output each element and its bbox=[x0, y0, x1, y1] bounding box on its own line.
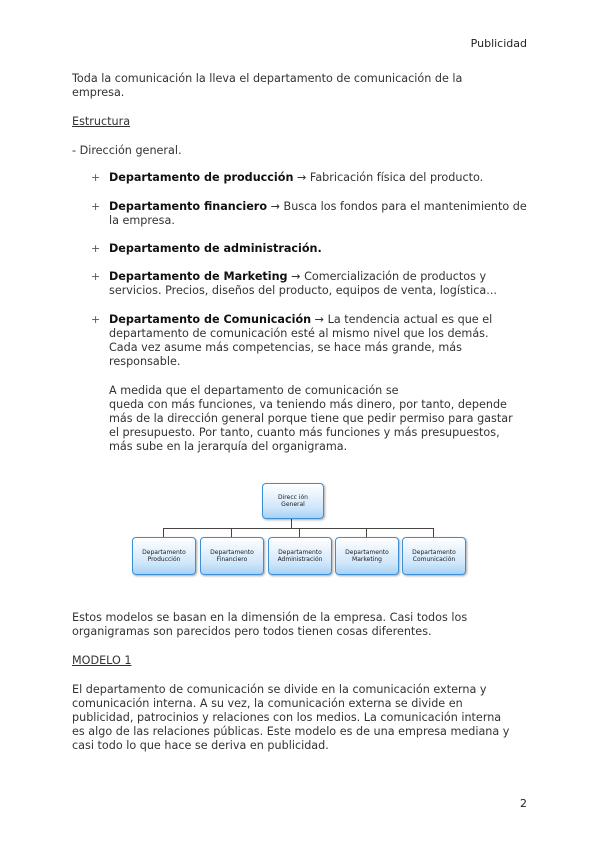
paragraph-line: más sube en la jerarquía del organigrama. bbox=[109, 440, 348, 453]
connector-line bbox=[231, 528, 232, 537]
model1-line-2: comunicación interna. A su vez, la comunicación externa se divide en bbox=[72, 697, 463, 710]
item-text: Busca los fondos para el mantenimiento de bbox=[283, 200, 527, 213]
arrow-icon: → bbox=[296, 171, 307, 184]
bullet-marker: + bbox=[91, 313, 101, 326]
models-line-1: Estos modelos se basan en la dimensión de la empresa. Casi todos los bbox=[72, 611, 468, 624]
item-text: la empresa. bbox=[109, 214, 175, 227]
org-chart bbox=[118, 478, 464, 578]
bullet-marker: + bbox=[91, 242, 101, 255]
list-item-produccion bbox=[91, 171, 531, 185]
org-box-label: Marketing bbox=[352, 556, 382, 563]
item-title: Departamento de Marketing bbox=[109, 270, 288, 283]
model1-line-4: es algo de las relaciones públicas. Este modelo es de una empresa mediana y bbox=[72, 725, 510, 738]
item-title: Departamento financiero bbox=[109, 200, 268, 213]
intro-line-1: Toda la comunicación la lleva el departamento de comunicación de la bbox=[72, 72, 463, 85]
header-title: Publicidad bbox=[470, 37, 527, 50]
item-text: Fabricación física del producto. bbox=[309, 171, 484, 184]
item-text: Comercialización de productos y bbox=[304, 270, 487, 283]
connector-line bbox=[291, 518, 292, 528]
org-box-marketing bbox=[335, 537, 399, 575]
connector-line bbox=[163, 528, 433, 529]
paragraph-line: el presupuesto. Por tanto, cuanto más funciones y más presupuestos, bbox=[109, 426, 500, 439]
item-text: La tendencia actual es que el bbox=[327, 313, 493, 326]
arrow-icon: → bbox=[314, 313, 325, 326]
org-box-produccion bbox=[132, 537, 196, 575]
org-box-label: Administración bbox=[277, 556, 323, 563]
org-box-label: Producción bbox=[147, 556, 181, 563]
org-box-comunicacion bbox=[402, 537, 466, 575]
list-item-comunicacion bbox=[91, 313, 531, 369]
connector-line bbox=[163, 528, 164, 537]
item-text: Cada vez asume más competencias, se hace más grande, más bbox=[109, 341, 462, 354]
org-box-label: Comunicación bbox=[412, 556, 456, 563]
item-title: Departamento de Comunicación bbox=[109, 313, 312, 326]
paragraph-line: queda con más funciones, va teniendo más dinero, por tanto, depende bbox=[109, 398, 507, 411]
item-title: Departamento de producción bbox=[109, 171, 294, 184]
connector-line bbox=[366, 528, 367, 537]
item-text: servicios. Precios, diseños del producto, equipos de venta, logística... bbox=[109, 284, 497, 297]
org-box-label: Direcc ión bbox=[278, 494, 308, 501]
model1-heading: MODELO 1 bbox=[72, 654, 132, 667]
structure-heading: Estructura bbox=[72, 115, 131, 128]
model1-line-5: casi todo lo que hace se deriva en publicidad. bbox=[72, 739, 329, 752]
org-box-label: Departamento bbox=[345, 549, 389, 556]
page-number: 2 bbox=[520, 797, 527, 810]
item-title: Departamento de administración. bbox=[109, 242, 322, 255]
model1-line-1: El departamento de comunicación se divide en la comunicación externa y bbox=[72, 683, 487, 696]
comunicacion-paragraph bbox=[91, 384, 531, 454]
bullet-marker: + bbox=[91, 171, 101, 184]
list-item-marketing bbox=[91, 270, 531, 298]
bullet-marker: + bbox=[91, 270, 101, 283]
paragraph-line: A medida que el departamento de comunicación se bbox=[109, 384, 399, 397]
org-box-label: Departamento bbox=[142, 549, 186, 556]
direction-line: - Dirección general. bbox=[72, 144, 182, 157]
item-text: responsable. bbox=[109, 355, 181, 368]
models-line-2: organigramas son parecidos pero todos tienen cosas diferentes. bbox=[72, 625, 432, 638]
org-box-administracion bbox=[268, 537, 332, 575]
list-item-financiero bbox=[91, 200, 531, 228]
connector-line bbox=[433, 528, 434, 537]
org-box-direccion-general bbox=[262, 483, 324, 519]
model1-line-3: publicidad, patrocinios y relaciones con los medios. La comunicación interna bbox=[72, 711, 502, 724]
item-text: departamento de comunicación esté al mismo nivel que los demás. bbox=[109, 327, 489, 340]
org-box-label: Departamento bbox=[278, 549, 322, 556]
org-box-label: Departamento bbox=[412, 549, 456, 556]
org-box-label: Departamento bbox=[210, 549, 254, 556]
org-box-label: General bbox=[281, 501, 305, 508]
org-box-label: Financiero bbox=[216, 556, 248, 563]
bullet-marker: + bbox=[91, 200, 101, 213]
list-item-administracion bbox=[91, 242, 531, 256]
connector-line bbox=[299, 528, 300, 537]
arrow-icon: → bbox=[291, 270, 301, 283]
paragraph-line: más de la dirección general porque tiene que pedir permiso para gastar bbox=[109, 412, 513, 425]
org-box-financiero bbox=[200, 537, 264, 575]
arrow-icon: → bbox=[270, 200, 280, 213]
intro-line-2: empresa. bbox=[72, 86, 125, 99]
